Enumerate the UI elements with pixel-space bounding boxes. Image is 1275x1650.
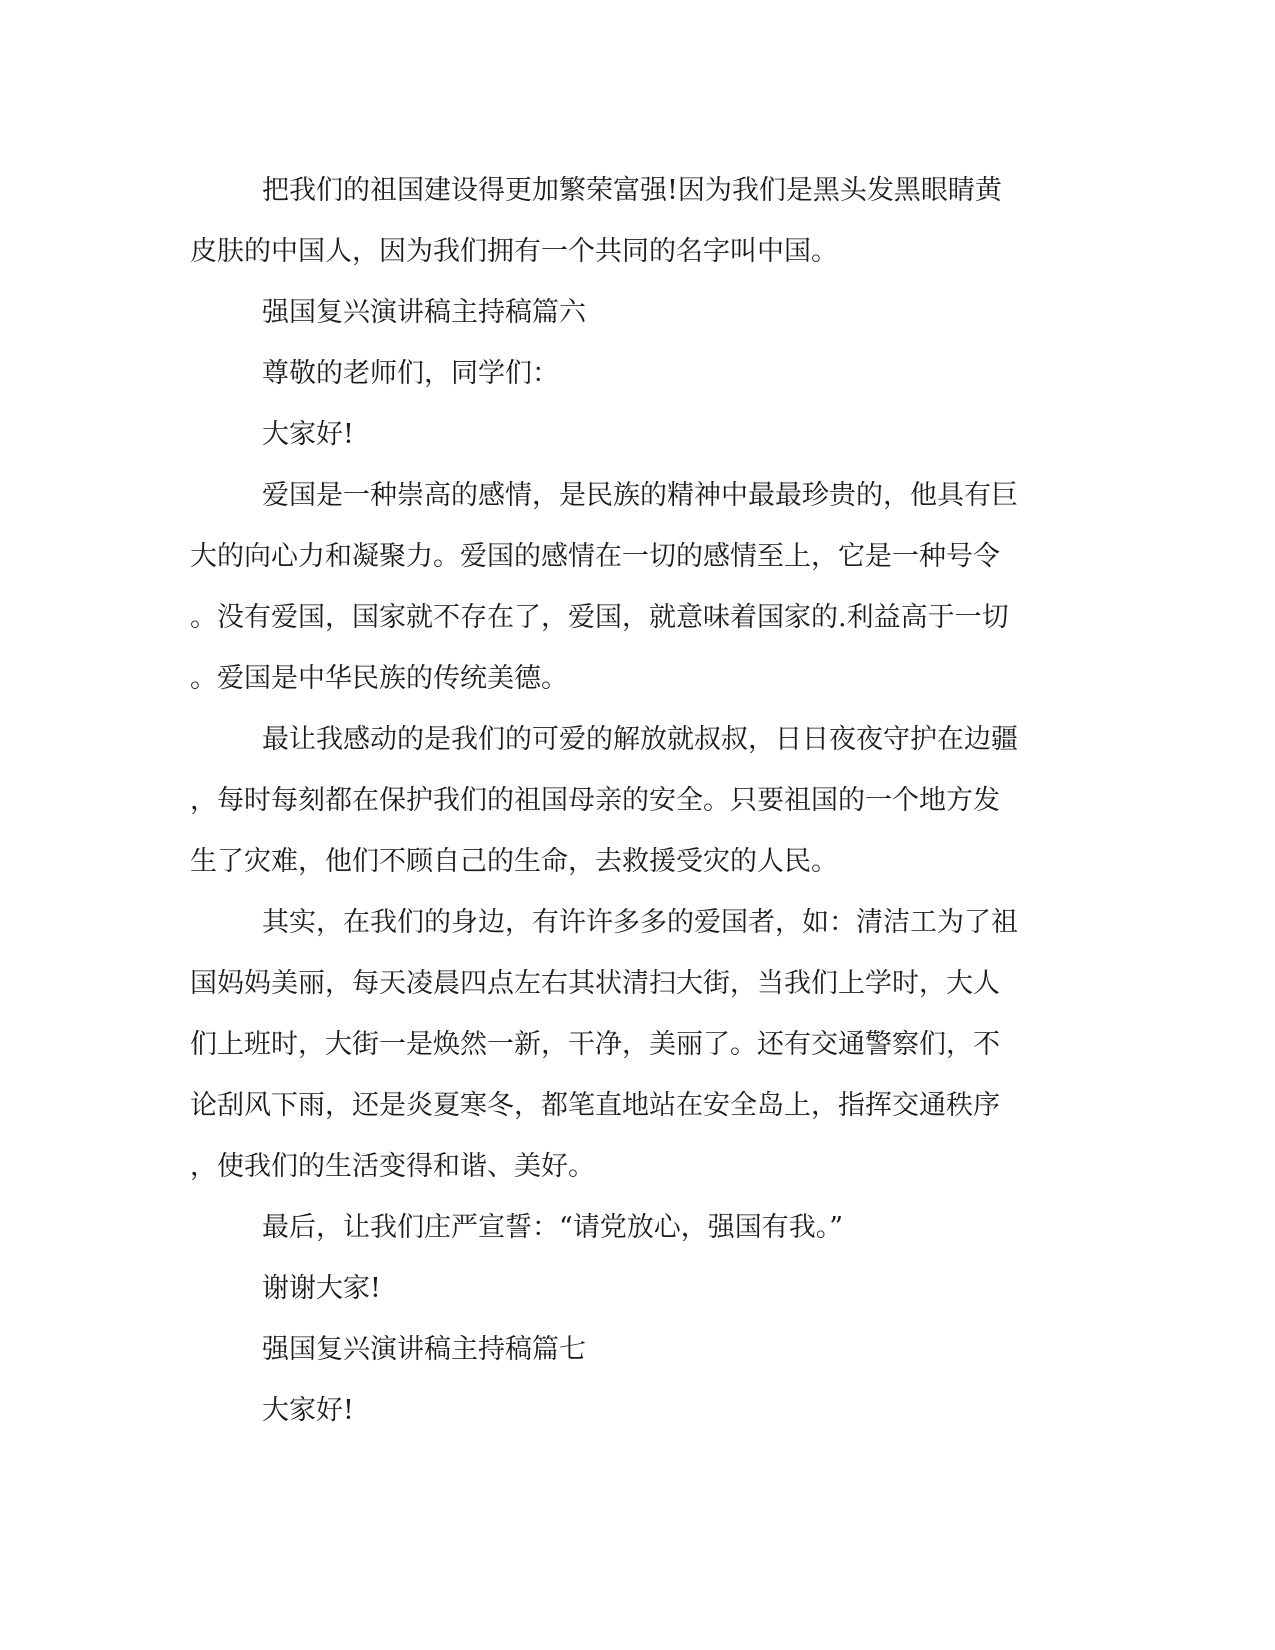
paragraph-line: 最让我感动的是我们的可爱的解放就叔叔，日日夜夜守护在边疆 xyxy=(262,724,1018,755)
paragraph-line: 大的向心力和凝聚力。爱国的感情在一切的感情至上，它是一种号令 xyxy=(190,541,1000,572)
paragraph-line: 国妈妈美丽，每天凌晨四点左右其状清扫大街，当我们上学时，大人 xyxy=(190,968,1000,999)
paragraph-line: 其实，在我们的身边，有许许多多的爱国者，如：清洁工为了祖 xyxy=(262,907,1018,938)
section-heading: 强国复兴演讲稿主持稿篇七 xyxy=(262,1334,586,1365)
paragraph-line: 皮肤的中国人，因为我们拥有一个共同的名字叫中国。 xyxy=(190,236,838,267)
salutation: 尊敬的老师们，同学们： xyxy=(262,358,559,389)
document-body xyxy=(190,160,1070,1441)
paragraph-line: 爱国是一种崇高的感情，是民族的精神中最最珍贵的，他具有巨 xyxy=(262,480,1018,511)
paragraph-line: 最后，让我们庄严宣誓：“请党放心，强国有我。” xyxy=(262,1212,844,1243)
closing-line: 谢谢大家! xyxy=(262,1273,381,1304)
greeting: 大家好! xyxy=(262,419,354,450)
paragraph-line: 。爱国是中华民族的传统美德。 xyxy=(190,663,568,694)
paragraph-line: 生了灾难，他们不顾自己的生命，去救援受灾的人民。 xyxy=(190,846,838,877)
paragraph-line: 。没有爱国，国家就不存在了，爱国，就意味着国家的.利益高于一切 xyxy=(190,602,1009,633)
paragraph-line: ，使我们的生活变得和谐、美好。 xyxy=(190,1151,595,1182)
paragraph-line: ，每时每刻都在保护我们的祖国母亲的安全。只要祖国的一个地方发 xyxy=(190,785,1000,816)
section-heading: 强国复兴演讲稿主持稿篇六 xyxy=(262,297,586,328)
paragraph-line: 把我们的祖国建设得更加繁荣富强!因为我们是黑头发黑眼睛黄 xyxy=(262,175,1002,206)
greeting: 大家好! xyxy=(262,1395,354,1426)
paragraph-line: 论刮风下雨，还是炎夏寒冬，都笔直地站在安全岛上，指挥交通秩序 xyxy=(190,1090,1000,1121)
paragraph-line: 们上班时，大街一是焕然一新，干净，美丽了。还有交通警察们，不 xyxy=(190,1029,1000,1060)
